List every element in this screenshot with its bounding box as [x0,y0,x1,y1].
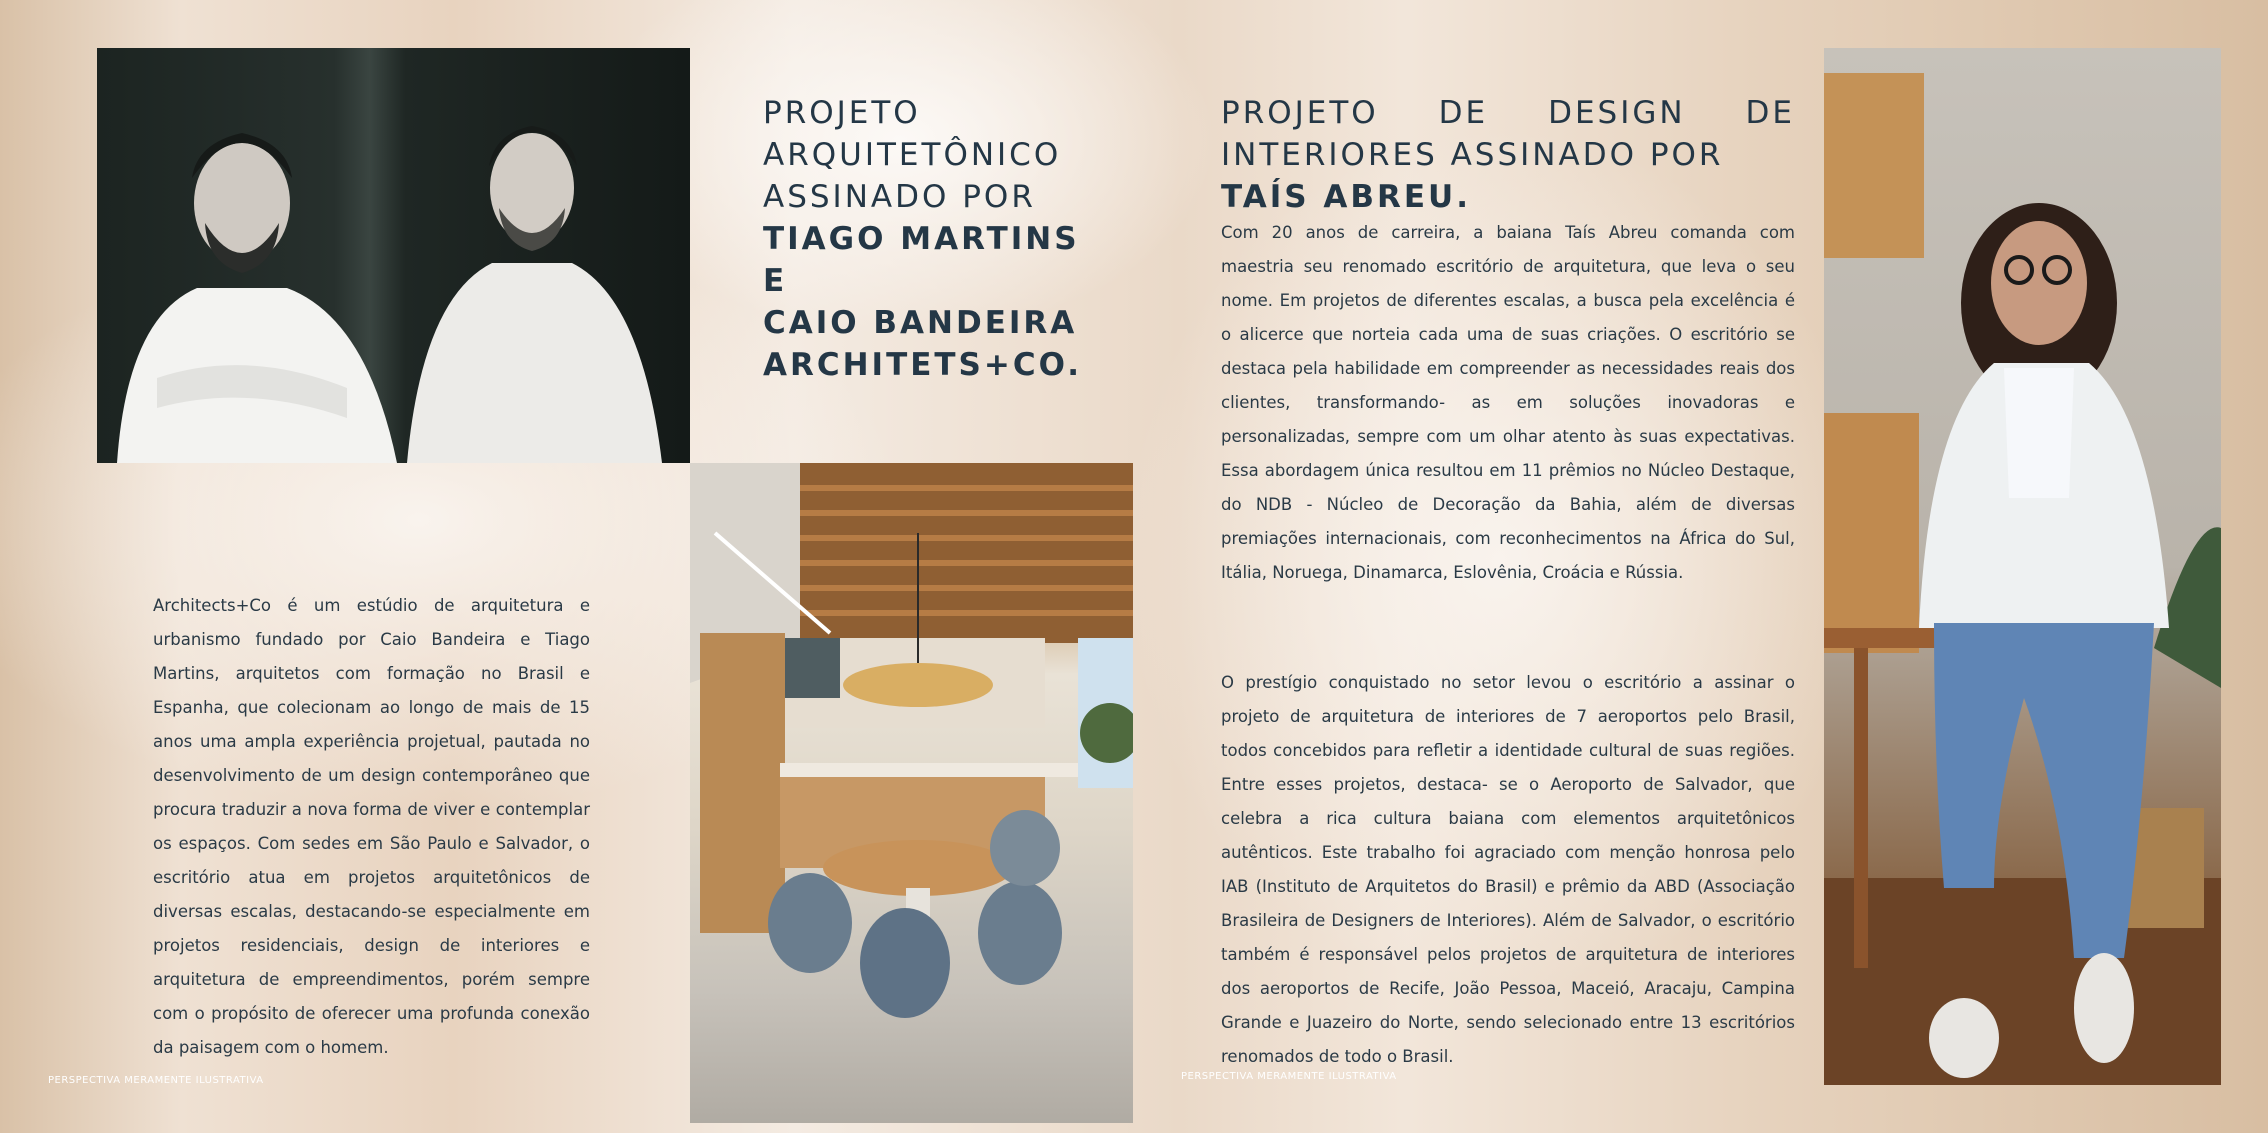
heading-architects-line-1: PROJETO [763,95,921,131]
heading-tais-line-1 [1221,92,1795,134]
photo-designer-portrait [1824,48,2221,1085]
heading-tais-word-4: DE [1745,95,1795,131]
designer-portrait-illustration [1824,48,2221,1085]
caption-perspective-right: PERSPECTIVA MERAMENTE ILUSTRATIVA [1181,1071,1397,1082]
interior-rendering-illustration [690,463,1133,1123]
caption-perspective-left: PERSPECTIVA MERAMENTE ILUSTRATIVA [48,1075,264,1086]
heading-architects [763,92,1103,386]
architects-portrait-illustration [97,48,690,463]
heading-tais [1221,92,1795,218]
photo-interior-rendering [690,463,1133,1123]
heading-tais-word-3: DESIGN [1548,95,1686,131]
heading-tais-line-2: INTERIORES ASSINADO POR [1221,137,1724,173]
heading-architects-name-1: TIAGO MARTINS E [763,221,1080,299]
heading-architects-name-2: CAIO BANDEIRA [763,305,1078,341]
heading-architects-line-3: ASSINADO POR [763,179,1036,215]
paragraph-tais-airports: O prestígio conquistado no setor levou o escritório a assinar o projeto de arquitetura de interiores de 7 aeroportos pelo Brasil, todos concebidos para refletir a identidade cultural de suas regiões. Entre esses projetos, destaca- se o Aeroporto de Salvador, que celebra a rica cultura baiana com elementos arquitetônicos autênticos. Este trabalho foi agraciado com menção honrosa pelo IAB (Instituto de Arquitetos do Brasil) e prêmio da ABD (Associação Brasileira de Designers de Interiores). Além de Salvador, o escritório também é responsável pelos projetos de arquitetura de interiores dos aeroportos de Recife, João Pessoa, Maceió, Aracaju, Campina Grande e Juazeiro do Norte, sendo selecionado entre 13 escritórios renomados de todo o Brasil. [1221,673,1795,1066]
heading-architects-line-2: ARQUITETÔNICO [763,137,1062,173]
heading-architects-name-3: ARCHITETS+CO. [763,347,1083,383]
heading-tais-word-2: DE [1438,95,1489,131]
heading-tais-word-1: PROJETO [1221,95,1379,131]
paragraph-architects: Architects+Co é um estúdio de arquitetura e urbanismo fundado por Caio Bandeira e Tiago Martins, arquitetos com formação no Brasil e Espanha, que colecionam ao longo de mais de 15 anos uma ampla experiência projetual, pautada no desenvolvimento de um design contemporâneo que procura traduzir a nova forma de viver e contemplar os espaços. Com sedes em São Paulo e Salvador, o escritório atua em projetos arquitetônicos de diversas escalas, destacando-se especialmente em projetos residenciais, design de interiores e arquitetura de empreendimentos, porém sempre com o propósito de oferecer uma profunda conexão da paisagem com o homem. [153,596,590,1057]
paragraph-tais-career: Com 20 anos de carreira, a baiana Taís Abreu comanda com maestria seu renomado escritório de arquitetura, que leva o seu nome. Em projetos de diferentes escalas, a busca pela excelência é o alicerce que norteia cada uma de suas criações. O escritório se destaca pela habilidade em compreender as necessidades reais dos clientes, transformando- as em soluções inovadoras e personalizadas, sempre com um olhar atento às suas expectativas. Essa abordagem única resultou em 11 prêmios no Núcleo Destaque, do NDB - Núcleo de Decoração da Bahia, além de diversas premiações internacionais, com reconhecimentos na África do Sul, Itália, Noruega, Dinamarca, Eslovênia, Croácia e Rússia. [1221,223,1795,582]
heading-tais-name: TAÍS ABREU. [1221,179,1471,215]
photo-architects-portrait [97,48,690,463]
